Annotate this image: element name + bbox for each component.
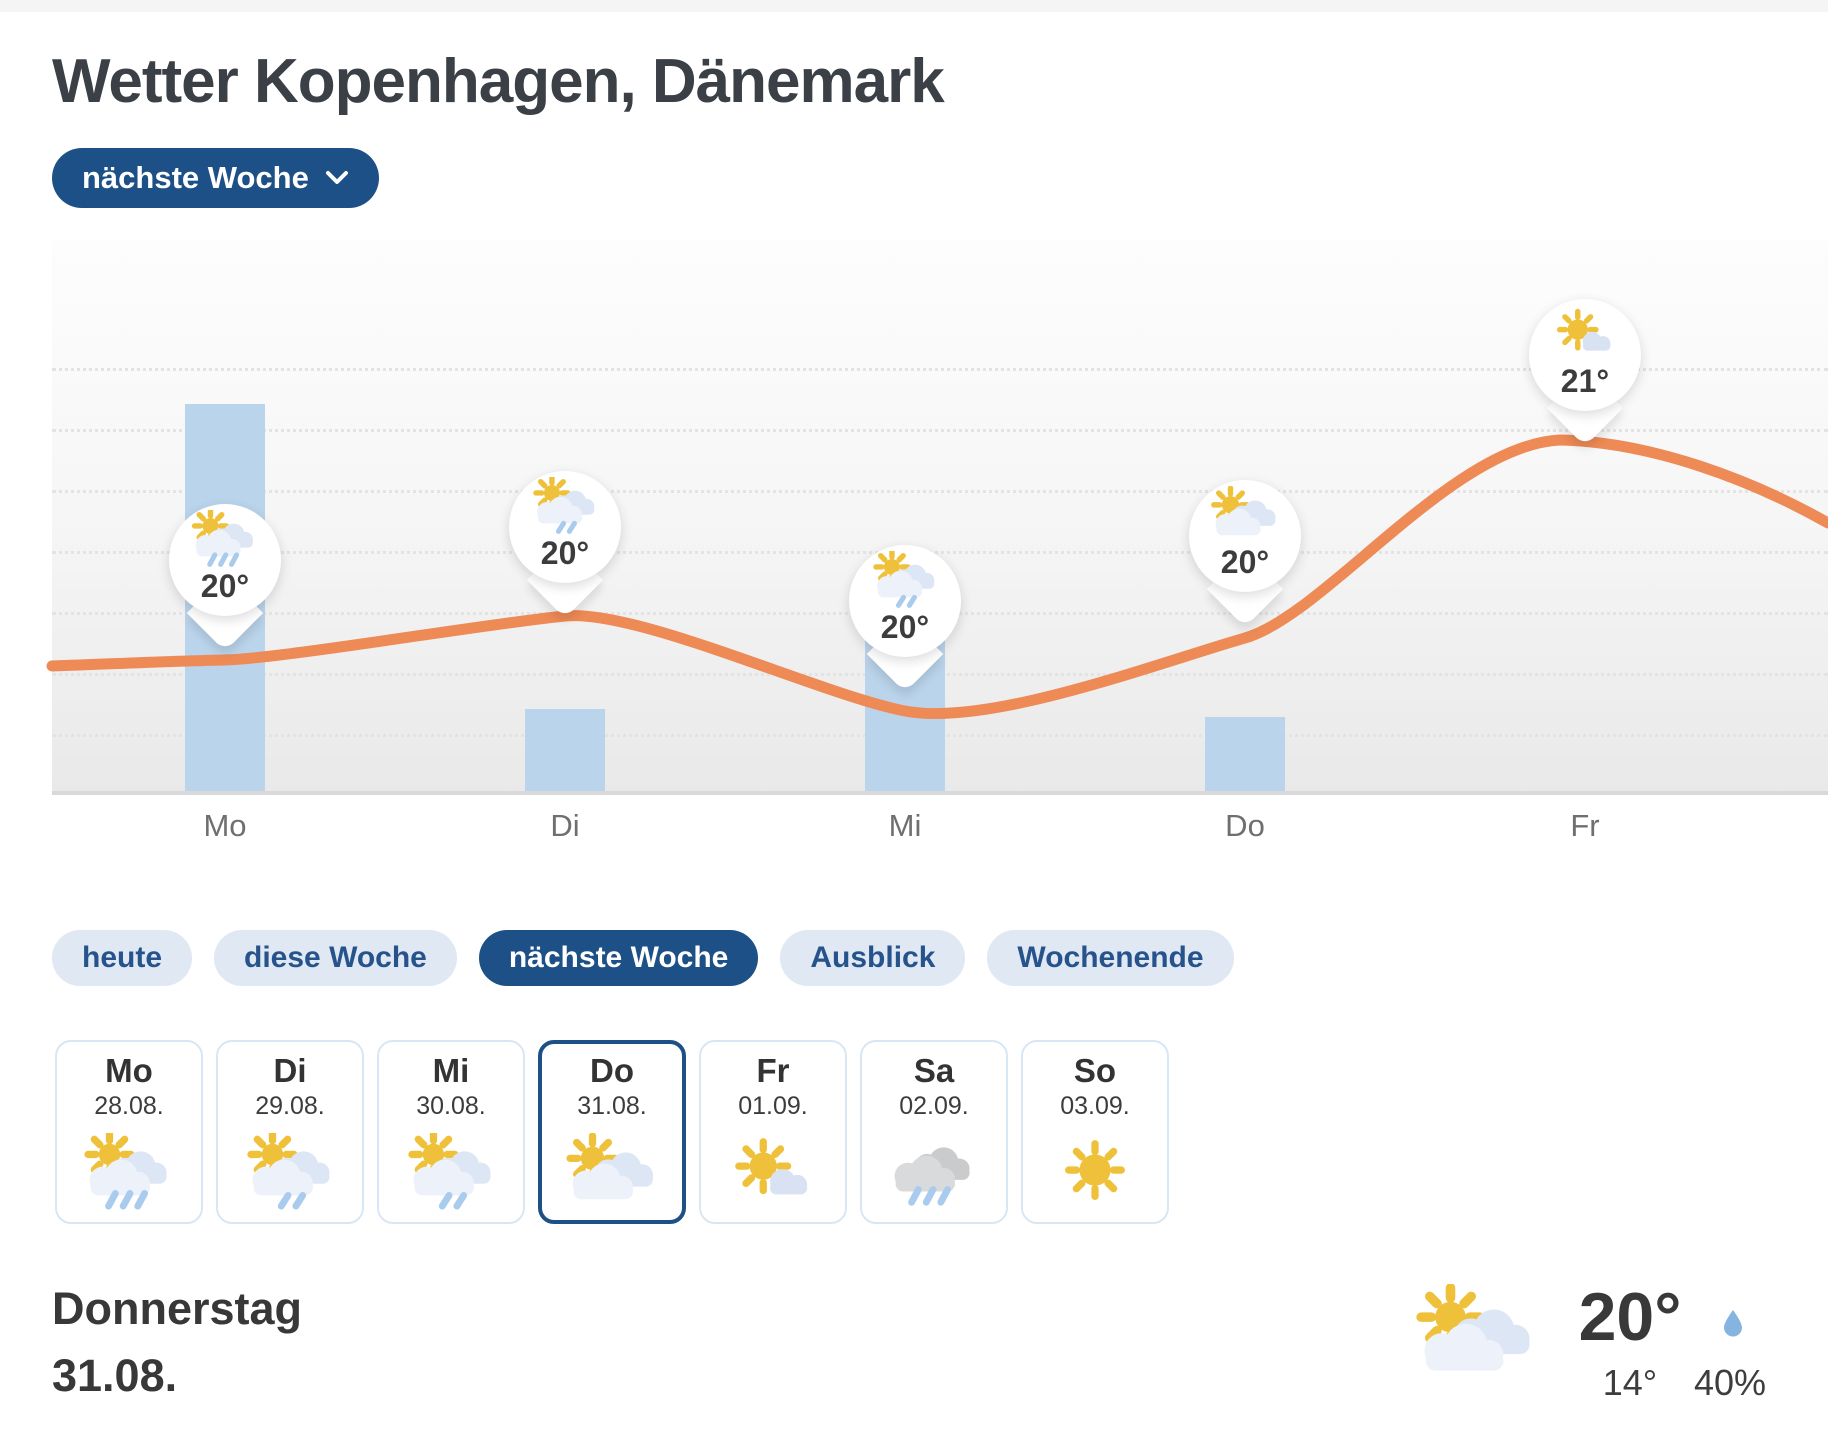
period-dropdown-label: nächste Woche [82,160,309,195]
day-card-so[interactable] [1021,1040,1169,1224]
day-card-date: 03.09. [1060,1091,1130,1120]
sun-cloud-heavy-rain-icon [77,1133,181,1211]
detail-temp-max: 20° [1578,1279,1682,1355]
temperature-pin-mi[interactable] [849,545,961,701]
sun-icon [1043,1133,1147,1211]
day-card-label: Sa [913,1052,955,1089]
filter-pill-wochenende[interactable]: Wochenende [987,930,1233,986]
chevron-down-icon [325,170,349,186]
sun-cloud-icon [1207,486,1283,544]
day-card-fr[interactable] [699,1040,847,1224]
filter-pill-ausblick[interactable]: Ausblick [780,930,965,986]
period-filter-bar [52,930,1234,986]
x-axis-label-mo: Mo [203,808,247,843]
day-card-do[interactable] [538,1040,686,1224]
pin-temperature: 20° [200,568,250,604]
sun-cloud-icon [560,1133,664,1211]
pin-temperature: 20° [1220,544,1270,580]
day-card-date: 28.08. [94,1091,164,1120]
sun-cloud-light-rain-icon [527,477,603,535]
page-title: Wetter Kopenhagen, Dänemark [52,47,944,116]
detail-precipitation-probability: 40% [1693,1362,1767,1403]
filter-pill-diese-woche[interactable]: diese Woche [214,930,457,986]
day-card-label: Di [273,1052,307,1089]
pin-temperature: 20° [880,609,930,645]
sun-cloud-icon [1412,1284,1540,1386]
sun-small-cloud-icon [1547,305,1623,363]
filter-pill-heute[interactable]: heute [52,930,192,986]
day-card-date: 31.08. [577,1091,647,1120]
pin-temperature: 21° [1560,363,1610,399]
day-card-date: 01.09. [738,1091,808,1120]
temperature-pin-do[interactable] [1189,480,1301,636]
temperature-chart [52,240,1828,843]
day-card-label: Do [590,1052,634,1089]
temperature-pin-mo[interactable] [169,504,281,660]
sun-cloud-heavy-rain-icon [187,510,263,568]
day-card-date: 30.08. [416,1091,486,1120]
filter-pill-n-chste-woche[interactable]: nächste Woche [479,930,759,986]
day-card-strip [55,1040,1169,1224]
sun-cloud-light-rain-icon [867,551,943,609]
detail-date: 31.08. [52,1350,178,1401]
temperature-pin-di[interactable] [509,471,621,627]
detail-day-name: Donnerstag [52,1283,303,1334]
pin-temperature: 20° [540,535,590,571]
x-axis-label-do: Do [1225,808,1265,843]
x-axis-label-fr: Fr [1570,808,1600,843]
day-card-di[interactable] [216,1040,364,1224]
x-axis-label-di: Di [550,808,580,843]
day-card-mi[interactable] [377,1040,525,1224]
period-dropdown-button[interactable] [52,148,379,208]
day-card-label: Fr [756,1052,790,1089]
day-card-date: 29.08. [255,1091,325,1120]
day-card-label: So [1073,1052,1117,1089]
raindrop-icon [1720,1308,1746,1338]
x-axis-label-mi: Mi [888,808,922,843]
day-card-label: Mi [432,1052,470,1089]
page-top-strip [0,0,1828,12]
sun-cloud-light-rain-icon [238,1133,342,1211]
day-card-mo[interactable] [55,1040,203,1224]
gray-cloud-rain-icon [882,1133,986,1211]
day-card-date: 02.09. [899,1091,969,1120]
sun-small-cloud-icon [721,1133,825,1211]
detail-temp-min: 14° [1602,1362,1658,1403]
day-card-label: Mo [105,1052,153,1089]
sun-cloud-light-rain-icon [399,1133,503,1211]
temperature-pin-fr[interactable] [1529,299,1641,455]
day-card-sa[interactable] [860,1040,1008,1224]
